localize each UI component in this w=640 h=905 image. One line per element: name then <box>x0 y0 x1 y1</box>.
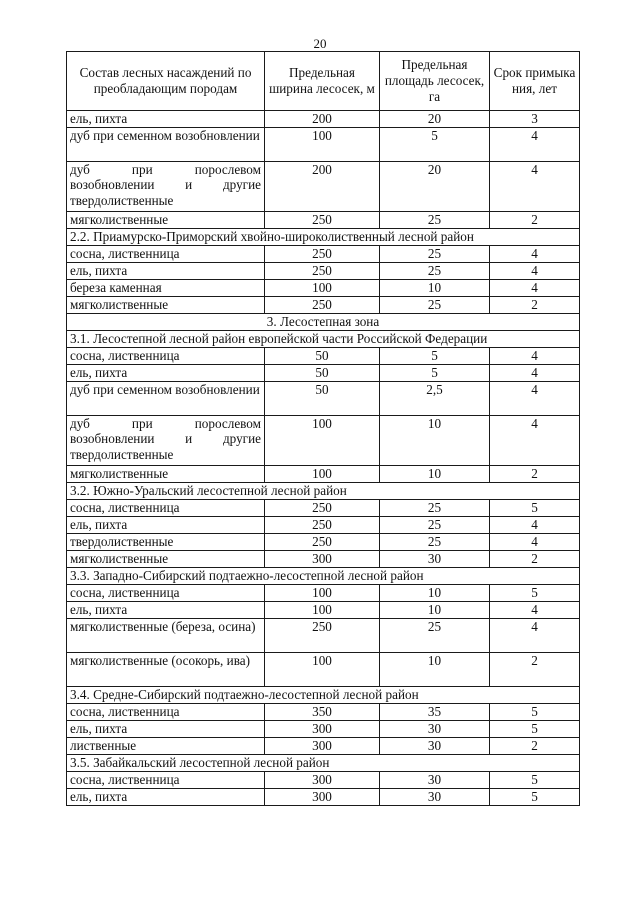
area-cell: 5 <box>380 365 490 382</box>
cutting-limits-table <box>66 51 580 806</box>
table-row <box>67 721 580 738</box>
width-cell: 250 <box>265 534 380 551</box>
species-cell: лиственные <box>67 738 265 755</box>
table-row <box>67 466 580 483</box>
section-row <box>67 229 580 246</box>
width-cell: 300 <box>265 789 380 806</box>
table-row <box>67 297 580 314</box>
term-cell: 4 <box>490 602 580 619</box>
area-cell: 25 <box>380 263 490 280</box>
width-cell: 100 <box>265 602 380 619</box>
area-cell: 25 <box>380 534 490 551</box>
area-cell: 25 <box>380 297 490 314</box>
area-cell: 25 <box>380 517 490 534</box>
term-cell: 4 <box>490 416 580 466</box>
header-adjacency-term: Срок примыка ния, лет <box>490 52 580 111</box>
width-cell: 100 <box>265 280 380 297</box>
species-cell: мягколиственные <box>67 466 265 483</box>
width-cell: 250 <box>265 619 380 653</box>
term-cell: 3 <box>490 111 580 128</box>
page-number: 20 <box>313 36 327 51</box>
species-cell: дуб при семенном возобновлении <box>67 382 265 416</box>
width-cell: 100 <box>265 653 380 687</box>
section-heading: 3.5. Забайкальский лесостепной лесной район <box>67 755 580 772</box>
section-row <box>67 568 580 585</box>
width-cell: 100 <box>265 128 380 162</box>
species-cell: сосна, лиственница <box>67 348 265 365</box>
table-row <box>67 738 580 755</box>
area-cell: 25 <box>380 619 490 653</box>
area-cell: 10 <box>380 466 490 483</box>
width-cell: 350 <box>265 704 380 721</box>
term-cell: 5 <box>490 721 580 738</box>
zone-row <box>67 314 580 331</box>
species-cell: мягколиственные <box>67 212 265 229</box>
species-cell: ель, пихта <box>67 602 265 619</box>
table-row <box>67 534 580 551</box>
area-cell: 10 <box>380 416 490 466</box>
term-cell: 5 <box>490 772 580 789</box>
width-cell: 200 <box>265 111 380 128</box>
header-max-area: Предельная площадь лесосек, га <box>380 52 490 111</box>
term-cell: 5 <box>490 585 580 602</box>
species-cell: сосна, лиственница <box>67 772 265 789</box>
table-row <box>67 416 580 466</box>
table-row <box>67 704 580 721</box>
header-composition: Состав лесных насаждений по преобладающим породам <box>67 52 265 111</box>
area-cell: 25 <box>380 500 490 517</box>
width-cell: 250 <box>265 263 380 280</box>
width-cell: 100 <box>265 466 380 483</box>
table-row <box>67 772 580 789</box>
species-cell: ель, пихта <box>67 263 265 280</box>
species-cell: мягколиственные <box>67 551 265 568</box>
area-cell: 2,5 <box>380 382 490 416</box>
section-heading: 3.2. Южно-Уральский лесостепной лесной район <box>67 483 580 500</box>
section-row <box>67 483 580 500</box>
term-cell: 5 <box>490 789 580 806</box>
section-heading: 3.3. Западно-Сибирский подтаежно-лесостепной лесной район <box>67 568 580 585</box>
species-cell: береза каменная <box>67 280 265 297</box>
width-cell: 300 <box>265 772 380 789</box>
width-cell: 100 <box>265 416 380 466</box>
table-row <box>67 653 580 687</box>
term-cell: 4 <box>490 263 580 280</box>
width-cell: 300 <box>265 738 380 755</box>
area-cell: 25 <box>380 246 490 263</box>
species-cell: сосна, лиственница <box>67 246 265 263</box>
term-cell: 2 <box>490 212 580 229</box>
species-cell: сосна, лиственница <box>67 500 265 517</box>
table-header-row <box>67 52 580 111</box>
section-row <box>67 331 580 348</box>
width-cell: 50 <box>265 348 380 365</box>
species-cell: сосна, лиственница <box>67 704 265 721</box>
term-cell: 4 <box>490 534 580 551</box>
term-cell: 2 <box>490 551 580 568</box>
species-cell: дуб при порослевом возобновлении и другие твердолиственные <box>67 162 265 212</box>
species-cell: ель, пихта <box>67 365 265 382</box>
term-cell: 4 <box>490 365 580 382</box>
table-row <box>67 382 580 416</box>
term-cell: 4 <box>490 246 580 263</box>
table-row <box>67 365 580 382</box>
width-cell: 250 <box>265 212 380 229</box>
term-cell: 4 <box>490 280 580 297</box>
species-cell: ель, пихта <box>67 789 265 806</box>
species-cell: ель, пихта <box>67 111 265 128</box>
table-row <box>67 517 580 534</box>
table-row <box>67 212 580 229</box>
width-cell: 50 <box>265 382 380 416</box>
table-row <box>67 111 580 128</box>
term-cell: 4 <box>490 382 580 416</box>
term-cell: 4 <box>490 128 580 162</box>
table-row <box>67 246 580 263</box>
width-cell: 50 <box>265 365 380 382</box>
term-cell: 4 <box>490 348 580 365</box>
width-cell: 250 <box>265 517 380 534</box>
term-cell: 5 <box>490 500 580 517</box>
section-row <box>67 687 580 704</box>
area-cell: 5 <box>380 348 490 365</box>
area-cell: 25 <box>380 212 490 229</box>
width-cell: 300 <box>265 551 380 568</box>
table-row <box>67 128 580 162</box>
zone-heading: 3. Лесостепная зона <box>67 314 580 331</box>
width-cell: 300 <box>265 721 380 738</box>
area-cell: 20 <box>380 111 490 128</box>
species-cell: ель, пихта <box>67 517 265 534</box>
table-row <box>67 585 580 602</box>
species-cell: дуб при семенном возобновлении <box>67 128 265 162</box>
species-cell: дуб при порослевом возобновлении и другие твердолиственные <box>67 416 265 466</box>
area-cell: 10 <box>380 653 490 687</box>
area-cell: 5 <box>380 128 490 162</box>
section-heading: 3.1. Лесостепной лесной район европейской части Российской Федерации <box>67 331 580 348</box>
section-heading: 3.4. Средне-Сибирский подтаежно-лесостепной лесной район <box>67 687 580 704</box>
species-cell: мягколиственные (береза, осина) <box>67 619 265 653</box>
width-cell: 100 <box>265 585 380 602</box>
term-cell: 5 <box>490 704 580 721</box>
table-row <box>67 500 580 517</box>
area-cell: 30 <box>380 738 490 755</box>
term-cell: 4 <box>490 517 580 534</box>
species-cell: мягколиственные (осокорь, ива) <box>67 653 265 687</box>
table-row <box>67 789 580 806</box>
term-cell: 2 <box>490 297 580 314</box>
species-cell: мягколиственные <box>67 297 265 314</box>
term-cell: 2 <box>490 738 580 755</box>
table-row <box>67 263 580 280</box>
area-cell: 30 <box>380 772 490 789</box>
area-cell: 35 <box>380 704 490 721</box>
area-cell: 20 <box>380 162 490 212</box>
term-cell: 2 <box>490 653 580 687</box>
width-cell: 250 <box>265 246 380 263</box>
species-cell: сосна, лиственница <box>67 585 265 602</box>
area-cell: 30 <box>380 789 490 806</box>
area-cell: 10 <box>380 602 490 619</box>
section-heading: 2.2. Приамурско-Приморский хвойно-широколиственный лесной район <box>67 229 580 246</box>
width-cell: 200 <box>265 162 380 212</box>
area-cell: 30 <box>380 551 490 568</box>
species-cell: твердолиственные <box>67 534 265 551</box>
table-row <box>67 619 580 653</box>
table-row <box>67 162 580 212</box>
width-cell: 250 <box>265 297 380 314</box>
term-cell: 4 <box>490 619 580 653</box>
area-cell: 10 <box>380 585 490 602</box>
width-cell: 250 <box>265 500 380 517</box>
section-row <box>67 755 580 772</box>
table-row <box>67 551 580 568</box>
table-row <box>67 348 580 365</box>
species-cell: ель, пихта <box>67 721 265 738</box>
table-row <box>67 602 580 619</box>
term-cell: 4 <box>490 162 580 212</box>
area-cell: 30 <box>380 721 490 738</box>
term-cell: 2 <box>490 466 580 483</box>
area-cell: 10 <box>380 280 490 297</box>
table-row <box>67 280 580 297</box>
header-max-width: Предельная ширина лесосек, м <box>265 52 380 111</box>
